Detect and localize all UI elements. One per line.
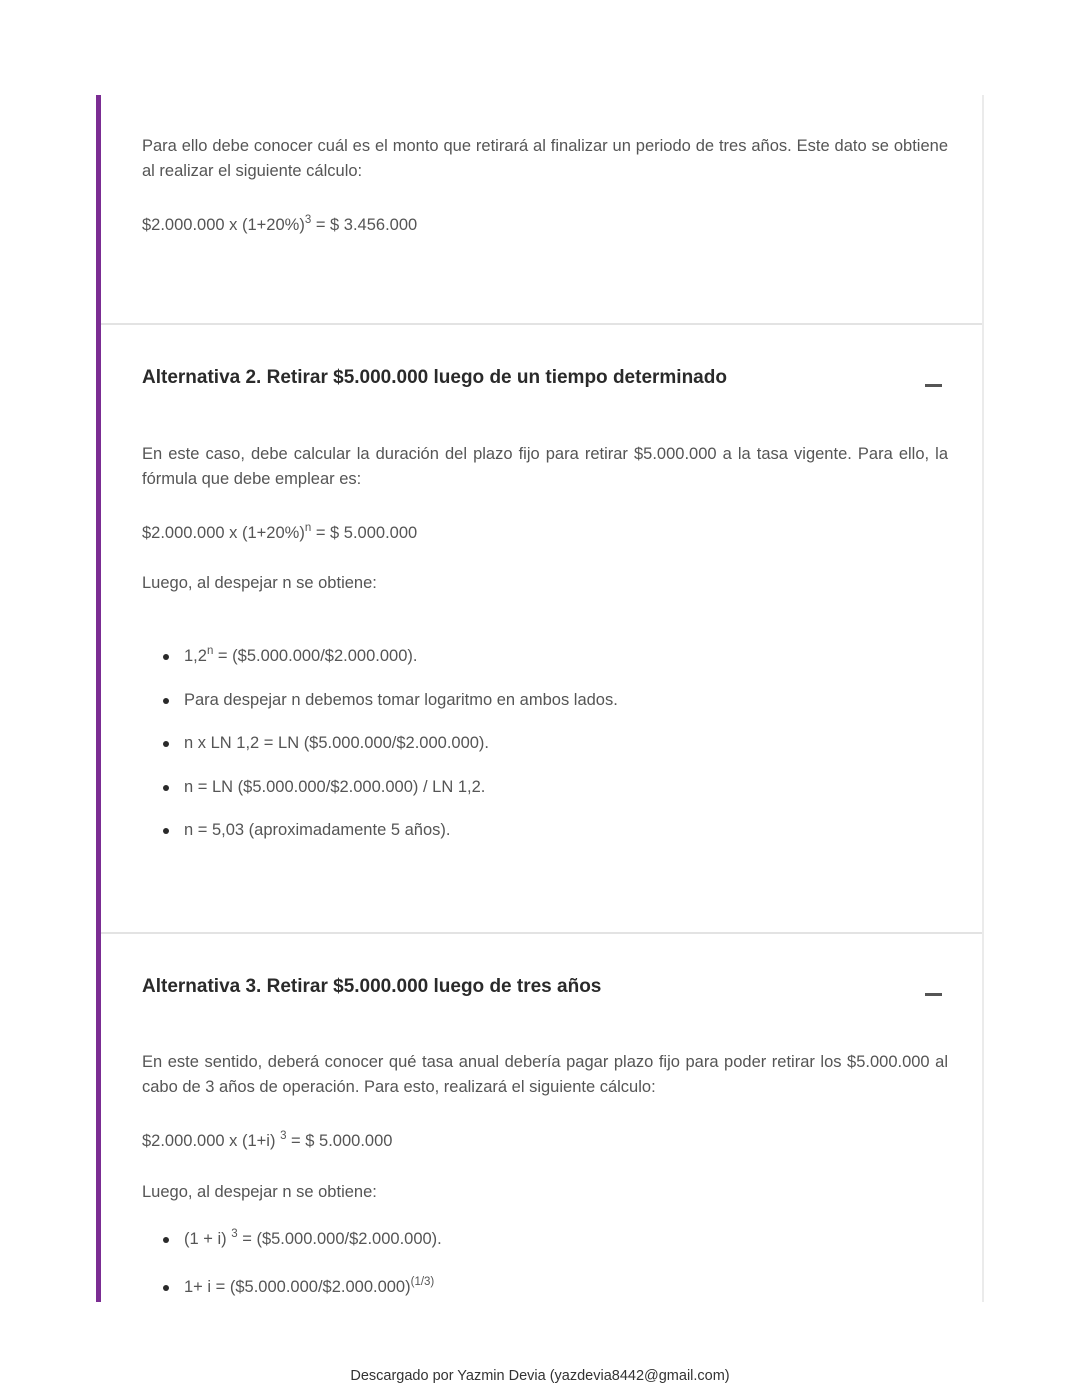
section3-title[interactable]: Alternativa 3. Retirar $5.000.000 luego de tres años [142,976,602,997]
list-item: $1,2^n$ = ($5.000.000/$2.000.000). [142,644,618,669]
section1-paragraph: Para ello debe conocer cuál es el monto que retirará al finalizar un periodo de tres años. Este dato se obtiene al realizar el siguiente cálculo: [142,137,948,180]
section2-collapse-icon[interactable] [923,375,943,395]
section3-formula: $2.000.000 x (1+i) $^3$ = $ 5.000.000 [142,1129,393,1150]
section2-formula: $2.000.000 x $(1+20\%)^n$ = $ 5.000.000 [142,521,418,542]
list-item: n x LN 1,2 = LN ($5.000.000/$2.000.000). [142,731,618,756]
download-footer: Descargado por Yazmin Devia (yazdevia8442@gmail.com) [350,1368,730,1384]
list-item: n = 5,03 (aproximadamente 5 años). [142,818,618,843]
section1-formula: $2.000.000 x $(1+20\%)^3$ = $ 3.456.000 [142,213,418,234]
section3-collapse-icon[interactable] [923,984,943,1004]
accordion-card [96,95,984,1302]
section3-intro: Luego, al despejar n se obtiene: [142,1183,377,1201]
list-item: n = LN ($5.000.000/$2.000.000) / LN 1,2. [142,775,618,800]
section3-paragraph: En este sentido, deberá conocer qué tasa anual debería pagar plazo fijo para poder retirar los $5.000.000 al cabo de 3 años de operación. Para esto, realizará el siguiente cálculo: [142,1053,948,1096]
list-item: Para despejar n debemos tomar logaritmo en ambos lados. [142,688,618,713]
section-divider [101,323,982,325]
section2-list [142,644,618,843]
list-item: 1+ i = ($5.000.000/$2.000.000)$^{(1/3)}$ [142,1275,442,1300]
section3-list [142,1227,442,1300]
section2-title[interactable]: Alternativa 2. Retirar $5.000.000 luego de un tiempo determinado [142,367,727,388]
section2-intro: Luego, al despejar n se obtiene: [142,574,377,592]
section2-paragraph: En este caso, debe calcular la duración del plazo fijo para retirar $5.000.000 a la tasa vigente. Para ello, la fórmula que debe emplear es: [142,445,948,488]
section-divider [101,932,982,934]
list-item: (1 + i) $^3$ = ($5.000.000/$2.000.000). [142,1227,442,1252]
